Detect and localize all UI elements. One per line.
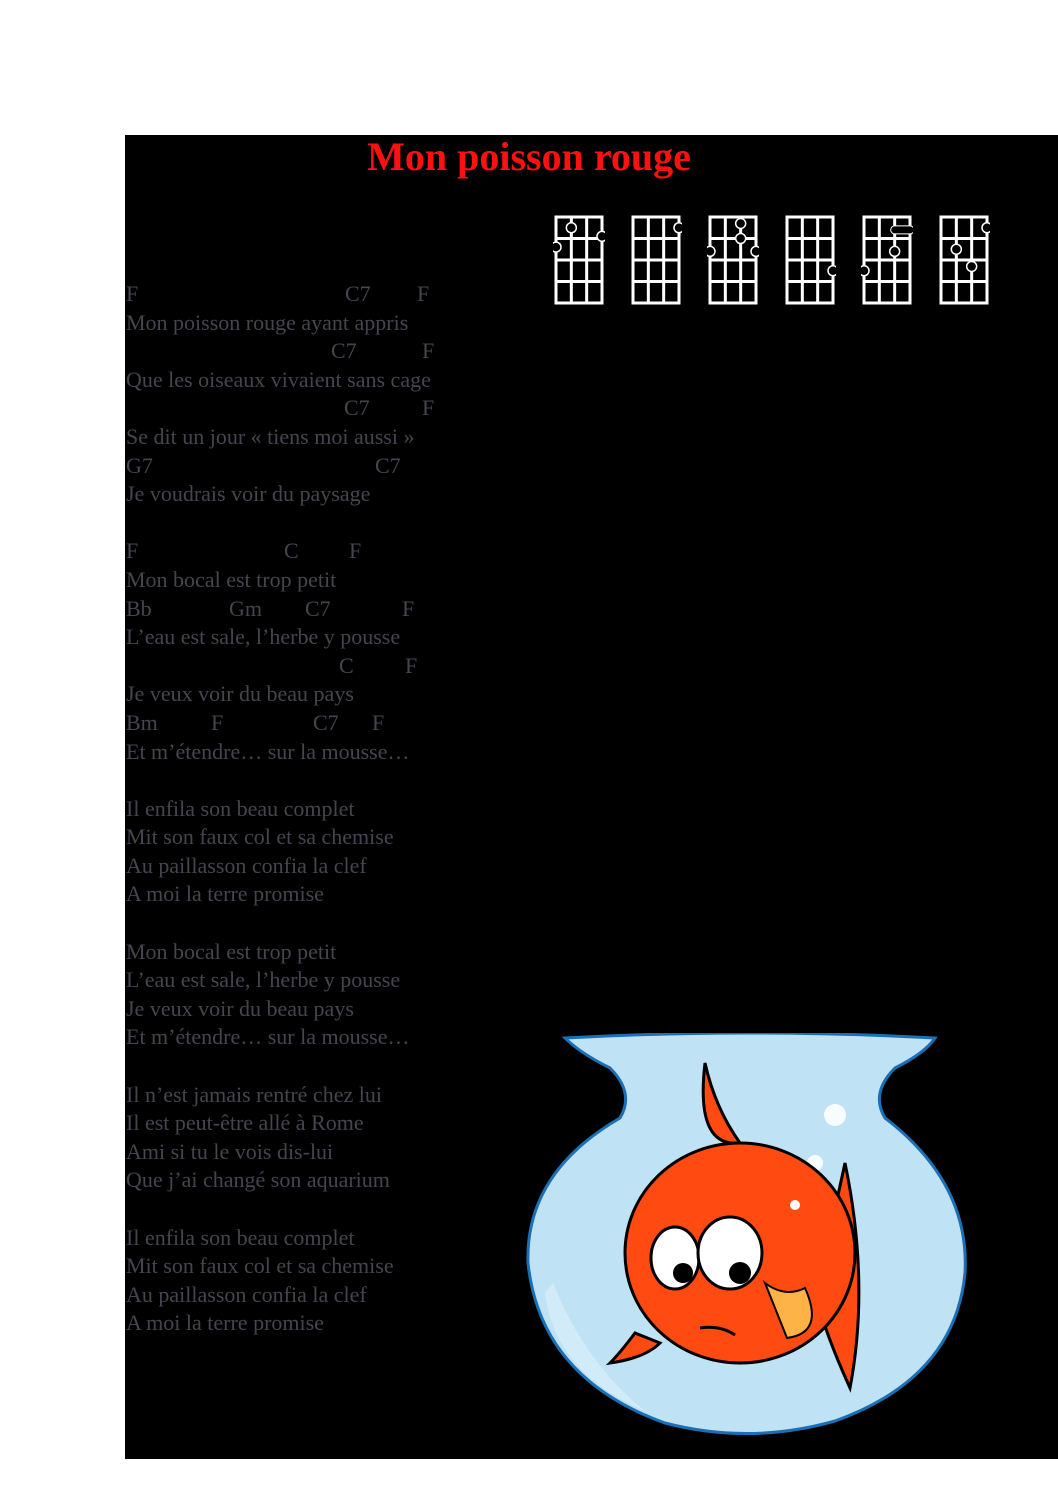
finger-dot [736, 234, 746, 244]
lyric-line: Et m’étendre… sur la mousse… [126, 738, 410, 764]
lyric-line: Mit son faux col et sa chemise [126, 1253, 394, 1279]
finger-dot [751, 246, 759, 256]
finger-dot [707, 246, 715, 256]
song-title: Mon poisson rouge [367, 135, 691, 179]
stanza-gap [126, 1052, 546, 1081]
finger-dot [736, 218, 746, 228]
stanza-gap [126, 766, 546, 795]
lyric-line: Au paillasson confia la clef [126, 1281, 367, 1307]
stanza-gap [126, 1195, 546, 1224]
finger-dot [828, 266, 836, 276]
chord-name: F [126, 281, 139, 306]
chord-name: F [372, 709, 385, 735]
lyric-line: Que j’ai changé son aquarium [126, 1167, 390, 1193]
lyric-line: Je veux voir du beau pays [126, 681, 354, 707]
lyric-line: A moi la terre promise [126, 881, 324, 907]
finger-dot [553, 242, 561, 252]
lyric-line: A moi la terre promise [126, 1310, 324, 1336]
chord-name: C7 [344, 395, 370, 421]
lyrics [126, 280, 546, 1338]
chord-diagram [861, 215, 913, 307]
lyric-line: Mon bocal est trop petit [126, 566, 337, 592]
stanza-gap [126, 509, 546, 538]
chord-diagram [630, 215, 682, 307]
chord-line [126, 595, 546, 624]
lyric-line: Se dit un jour « tiens moi aussi » [126, 423, 415, 449]
chord-line [126, 709, 546, 738]
chord-diagram [553, 215, 605, 307]
finger-dot [674, 223, 682, 233]
lyric-line: Il n’est jamais rentré chez lui [126, 1081, 382, 1107]
chord-line [126, 280, 546, 309]
finger-dot [951, 244, 961, 254]
finger-dot [890, 246, 900, 256]
lyric-line: Il enfila son beau complet [126, 795, 355, 821]
fishbowl-illustration [525, 1033, 975, 1438]
lyric-line: Il est peut-être allé à Rome [126, 1110, 364, 1136]
finger-dot [982, 223, 990, 233]
chord-diagrams [553, 215, 993, 307]
chord-name: F [349, 538, 362, 564]
lyric-line: Il enfila son beau complet [126, 1224, 355, 1250]
finger-dot [861, 266, 869, 276]
stanza-gap [126, 909, 546, 938]
chord-diagram [784, 215, 836, 307]
lyric-line: Et m’étendre… sur la mousse… [126, 1024, 410, 1050]
chord-name: F [422, 338, 435, 364]
bubble [824, 1104, 846, 1126]
finger-dot [967, 261, 977, 271]
finger-dot [566, 223, 576, 233]
lyric-line: Je voudrais voir du paysage [126, 481, 371, 507]
chord-diagram [707, 215, 759, 307]
barre [891, 226, 913, 234]
chord-line [126, 337, 546, 366]
lyric-line: Mon poisson rouge ayant appris [126, 309, 409, 335]
lyric-line: Mon bocal est trop petit [126, 938, 337, 964]
chord-name: F [405, 652, 418, 678]
lyric-line: Mit son faux col et sa chemise [126, 824, 394, 850]
lyric-line: Que les oiseaux vivaient sans cage [126, 366, 431, 392]
chord-name: Gm [229, 595, 262, 621]
chord-name: F [417, 281, 430, 306]
chord-name: C [339, 652, 354, 678]
lyric-line: L’eau est sale, l’herbe y pousse [126, 624, 401, 650]
chord-name: C7 [313, 709, 339, 735]
lyric-line: L’eau est sale, l’herbe y pousse [126, 967, 401, 993]
chord-diagram [938, 215, 990, 307]
lyric-line: Ami si tu le vois dis-lui [126, 1138, 334, 1164]
lyric-line: Au paillasson confia la clef [126, 852, 367, 878]
chord-line [126, 537, 546, 566]
chord-name: C7 [375, 452, 401, 478]
chord-line [126, 652, 546, 681]
chord-name: Bm [126, 709, 158, 735]
chord-line [126, 394, 546, 423]
song-sheet [125, 135, 1058, 1459]
chord-name: F [126, 538, 139, 564]
chord-name: C [284, 538, 299, 564]
chord-name: F [211, 709, 224, 735]
chord-name: C7 [305, 595, 331, 621]
chord-name: C7 [345, 281, 371, 306]
chord-name: C7 [331, 338, 357, 364]
chord-line [126, 452, 546, 481]
chord-name: Bb [126, 595, 152, 621]
chord-name: F [402, 595, 415, 621]
fish-eye-right [698, 1217, 762, 1289]
chord-name: G7 [126, 452, 153, 478]
finger-dot [597, 231, 605, 241]
lyric-line: Je veux voir du beau pays [126, 995, 354, 1021]
fish-eye-left [651, 1227, 699, 1289]
chord-name: F [422, 395, 435, 421]
